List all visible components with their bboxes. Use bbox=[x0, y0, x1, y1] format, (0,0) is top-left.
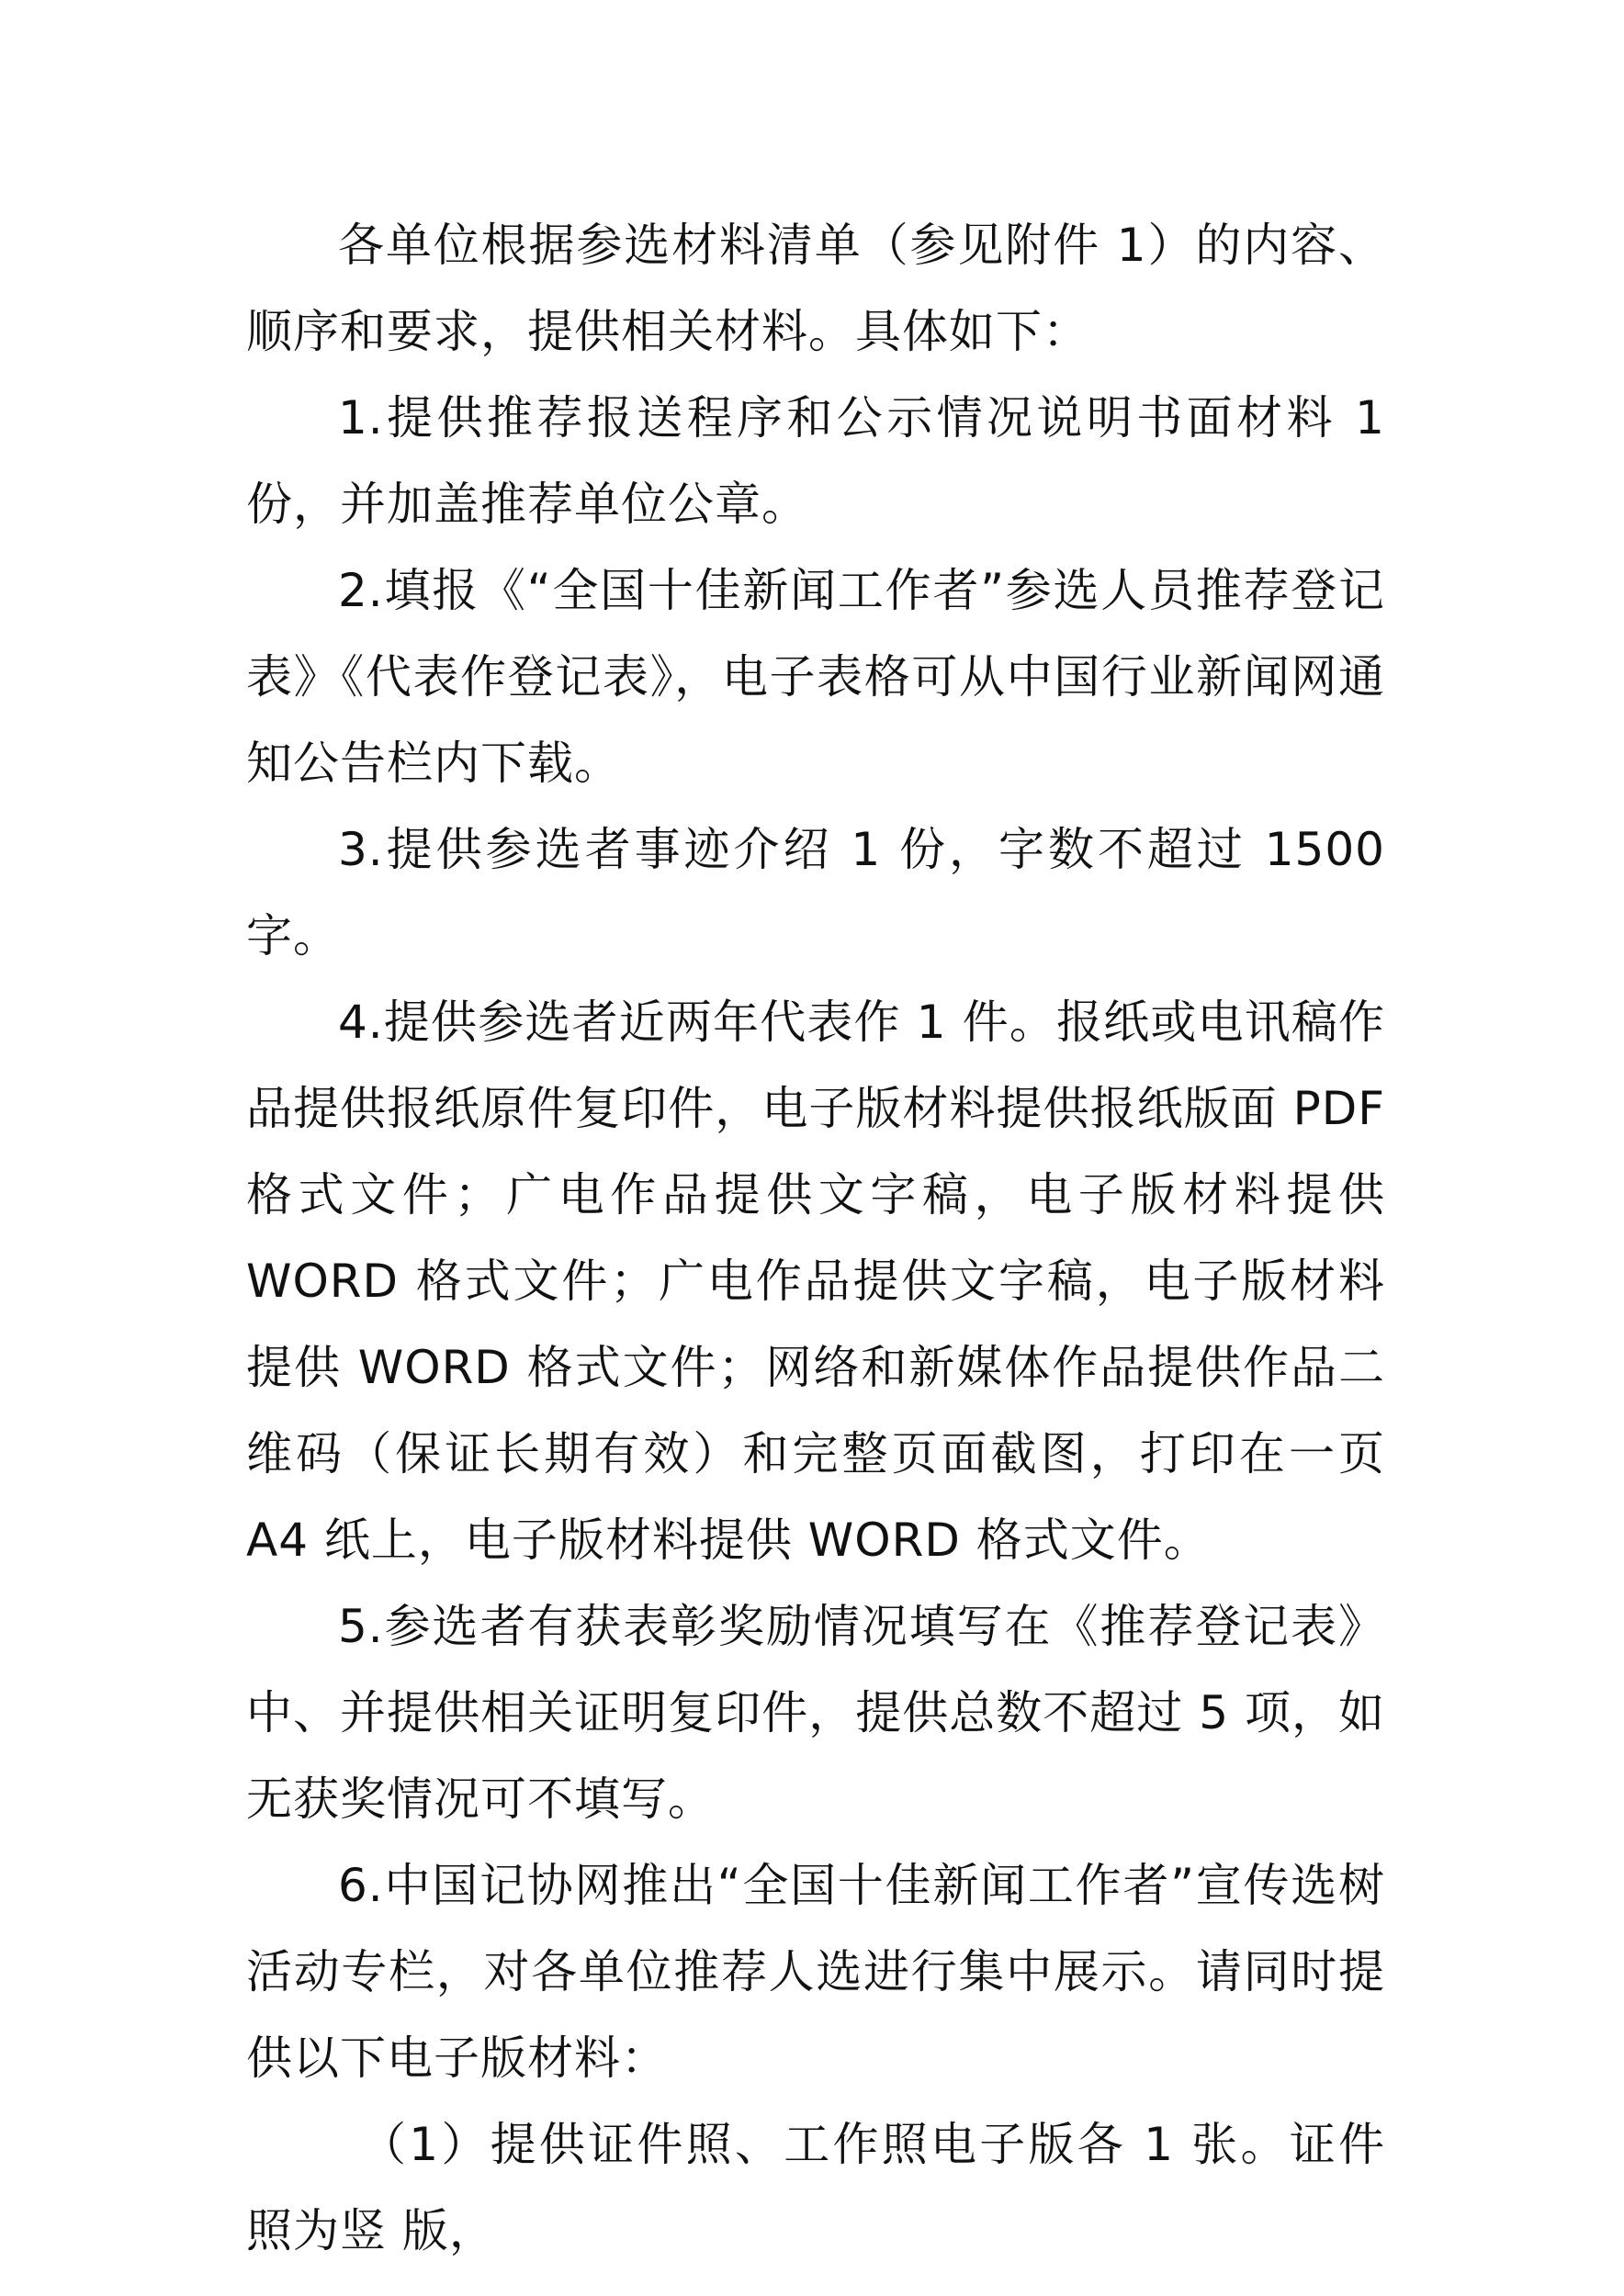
item-2-paragraph: 2.填报《“全国十佳新闻工作者”参选人员推荐登记表》《代表作登记表》，电子表格可从中国行业新闻网通知公告栏内下载。 bbox=[246, 564, 1385, 790]
item-5-paragraph: 5.参选者有获表彰奖励情况填写在《推荐登记表》中、并提供相关证明复印件，提供总数不超过 5 项，如无获奖情况可不填写。 bbox=[246, 1600, 1385, 1826]
item-1-paragraph: 1.提供推荐报送程序和公示情况说明书面材料 1 份，并加盖推荐单位公章。 bbox=[246, 391, 1385, 531]
document-body bbox=[246, 202, 1385, 2274]
sub-item-1-paragraph: （1）提供证件照、工作照电子版各 1 张。证件照为竖 版， bbox=[246, 2118, 1385, 2257]
intro-paragraph: 各单位根据参选材料清单（参见附件 1）的内容、顺序和要求，提供相关材料。具体如下： bbox=[246, 219, 1385, 358]
item-4-paragraph: 4.提供参选者近两年代表作 1 件。报纸或电讯稿作品提供报纸原件复印件，电子版材料提供报纸版面 PDF 格式文件；广电作品提供文字稿，电子版材料提供 WORD 格式文件；广电作品提供文字稿，电子版材料提供 WORD 格式文件；网络和新媒体作品提供作品二维码（保证长期有效）和完整页面截图，打印在一页 A4 纸上，电子版材料提供 WORD 格式文件。 bbox=[246, 996, 1385, 1567]
item-6-paragraph: 6.中国记协网推出“全国十佳新闻工作者”宣传选树活动专栏，对各单位推荐人选进行集中展示。请同时提供以下电子版材料： bbox=[246, 1859, 1385, 2085]
item-3-paragraph: 3.提供参选者事迹介绍 1 份，字数不超过 1500 字。 bbox=[246, 823, 1385, 962]
